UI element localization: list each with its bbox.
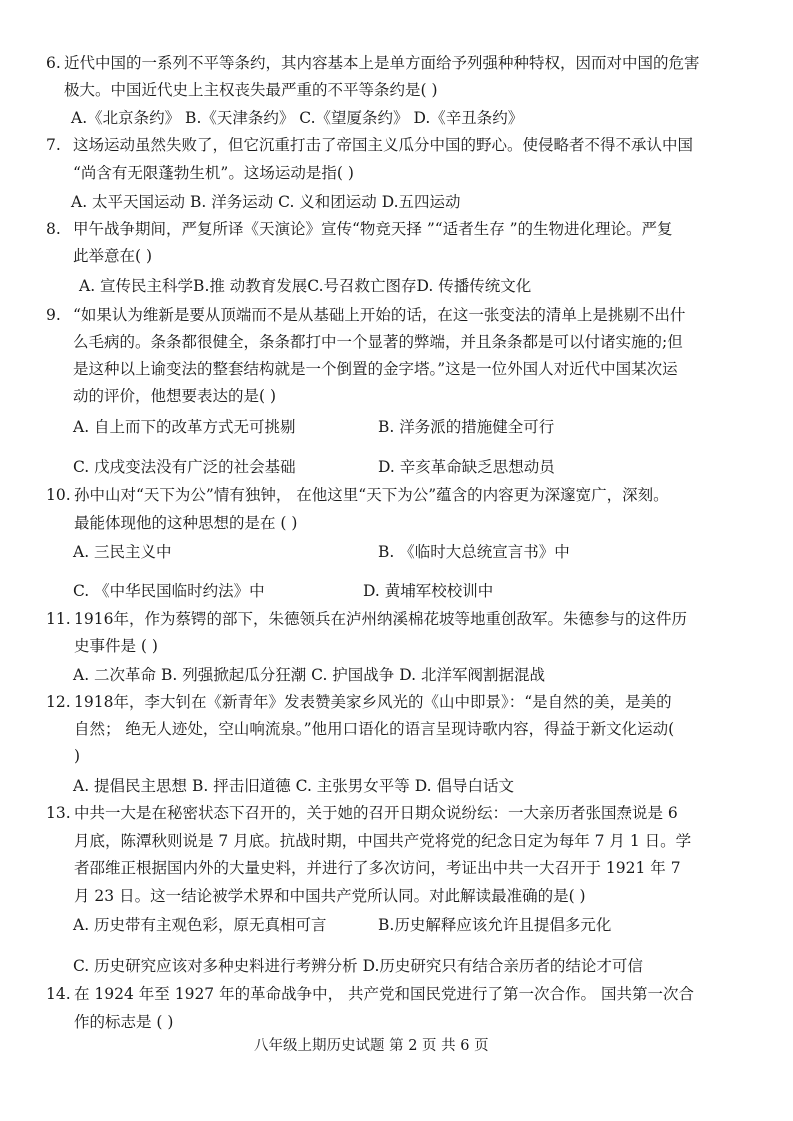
- question-11-stem-line-1: 1916年，作为蔡锷的部下，朱德领兵在泸州纳溪棉花坡等地重创敌军。朱德参与的这件历: [74, 610, 687, 628]
- question-13-number: 13.: [46, 804, 71, 822]
- question-6-options: A.《北京条约》 B.《天津条约》 C.《望厦条约》 D.《辛丑条约》: [71, 109, 524, 127]
- question-12-stem-line-3: ): [74, 747, 81, 765]
- question-13-stem-line-4: 月 23 日。这一结论被学术界和中国共产党所认同。对此解读最准确的是( ): [74, 887, 586, 905]
- question-7-stem-line-1: 这场运动虽然失败了，但它沉重打击了帝国主义瓜分中国的野心。使侵略者不得不承认中国: [73, 136, 694, 154]
- question-13-stem-line-1: 中共一大是在秘密状态下召开的，关于她的召开日期众说纷纭：一大亲历者张国焘说是 6: [74, 804, 678, 822]
- question-9-stem-line-4: 动的评价，他想要表达的是( ): [73, 387, 277, 405]
- question-11-stem-line-2: 史事件是 ( ): [74, 637, 158, 655]
- question-13-option-b: B.历史解释应该允许且提倡多元化: [378, 916, 612, 934]
- question-14-stem-line-1: 在 1924 年至 1927 年的革命战争中， 共产党和国民党进行了第一次合作。 国共第一次合: [74, 985, 694, 1003]
- question-14-number: 14.: [46, 985, 71, 1003]
- question-11-options: A. 二次革命 B. 列强掀起瓜分狂潮 C. 护国战争 D. 北洋军阀割据混战: [73, 666, 545, 684]
- question-9-option-d: D. 辛亥革命缺乏思想动员: [378, 458, 555, 476]
- question-10-option-a: A. 三民主义中: [73, 543, 172, 561]
- question-13-option-a: A. 历史带有主观色彩，原无真相可言: [73, 916, 327, 934]
- question-10-stem-line-1: 孙中山对“天下为公”情有独钟， 在他这里“天下为公”蕴含的内容更为深邃宽广，深刻。: [74, 486, 669, 504]
- question-9-number: 9.: [46, 306, 61, 324]
- question-8-options: A. 宣传民主科学B.推 动教育发展C.号召救亡图存D. 传播传统文化: [79, 277, 532, 295]
- question-12-options: A. 提倡民主思想 B. 抨击旧道德 C. 主张男女平等 D. 倡导白话文: [73, 777, 514, 795]
- question-9-option-c: C. 戊戌变法没有广泛的社会基础: [73, 458, 296, 476]
- question-8-stem-line-1: 甲午战争期间，严复所译《天演论》宣传“物竞天择 ”“适者生存 ”的生物进化理论。严复: [73, 220, 673, 238]
- question-6-stem-line-1: 近代中国的一系列不平等条约，其内容基本上是单方面给予列强种种特权，因而对中国的危害: [64, 54, 700, 72]
- question-10-option-d: D. 黄埔军校校训中: [363, 582, 494, 600]
- question-10-option-c: C. 《中华民国临时约法》中: [73, 582, 265, 600]
- question-9-option-b: B. 洋务派的措施健全可行: [378, 418, 555, 436]
- question-13-option-c-d: C. 历史研究应该对多种史料进行考辨分析 D.历史研究只有结合亲历者的结论才可信: [73, 957, 643, 975]
- question-8-stem-line-2: 此举意在( ): [73, 247, 153, 265]
- question-6-number: 6.: [46, 54, 61, 72]
- question-7-stem-line-2: “尚含有无限蓬勃生机”。这场运动是指( ): [73, 164, 354, 182]
- question-9-stem-line-2: 么毛病的。条条都很健全，条条都打中一个显著的弊端，并且条条都是可以付诸实施的;但: [73, 333, 683, 351]
- question-12-stem-line-2: 自然； 绝无人迹处，空山响流泉。”他用口语化的语言呈现诗歌内容，得益于新文化运动(: [74, 720, 675, 738]
- question-10-stem-line-2: 最能体现他的这种思想的是在 ( ): [74, 514, 298, 532]
- question-13-stem-line-3: 者邵维正根据国内外的大量史料，并进行了多次访问，考证出中共一大召开于 1921 年 7: [74, 859, 681, 877]
- question-6-stem-line-2: 极大。中国近代史上主权丧失最严重的不平等条约是( ): [64, 81, 438, 99]
- question-9-stem-line-3: 是这种以上谕变法的整套结构就是一个倒置的金字塔。”这是一位外国人对近代中国某次运: [73, 360, 678, 378]
- question-11-number: 11.: [46, 610, 71, 628]
- question-12-number: 12.: [46, 693, 71, 711]
- question-7-number: 7.: [46, 136, 61, 154]
- question-9-stem-line-1: “如果认为维新是要从顶端而不是从基础上开始的话，在这一张变法的清单上是挑剔不出什: [73, 306, 686, 324]
- question-14-stem-line-2: 作的标志是 ( ): [74, 1013, 174, 1031]
- question-7-options: A. 太平天国运动 B. 洋务运动 C. 义和团运动 D.五四运动: [71, 193, 461, 211]
- page-footer: 八年级上期历史试题 第 2 页 共 6 页: [254, 1038, 489, 1054]
- question-9-option-a: A. 自上而下的改革方式无可挑剔: [73, 418, 296, 436]
- question-12-stem-line-1: 1918年，李大钊在《新青年》发表赞美家乡风光的《山中即景》：“是自然的美，是美的: [74, 693, 672, 711]
- question-13-stem-line-2: 月底，陈潭秋则说是 7 月底。抗战时期，中国共产党将党的纪念日定为每年 7 月 1 日。学: [74, 832, 692, 850]
- question-10-number: 10.: [46, 486, 71, 504]
- question-8-number: 8.: [46, 220, 61, 238]
- question-10-option-b: B. 《临时大总统宣言书》中: [378, 543, 570, 561]
